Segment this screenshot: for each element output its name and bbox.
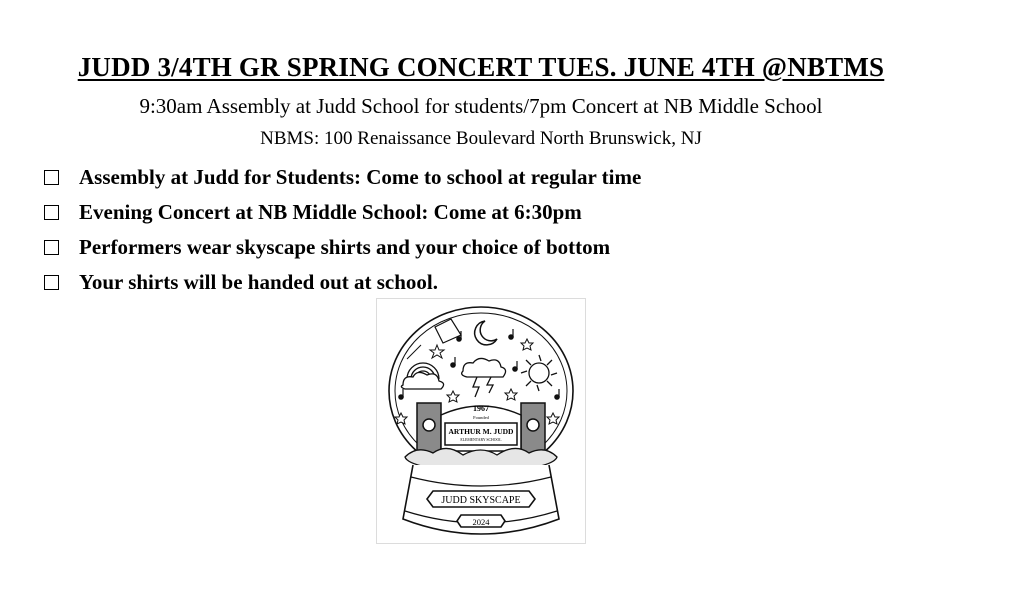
sign-name: ARTHUR M. JUDD: [448, 427, 514, 436]
moon-icon: [475, 321, 497, 345]
sign-founded: Founded: [473, 415, 489, 420]
checklist-label: Your shirts will be handed out at school.: [79, 270, 439, 294]
sign-subtitle: ELEMENTARY SCHOOL: [460, 438, 502, 442]
checkbox[interactable]: [44, 275, 59, 290]
checklist-item: [44, 160, 641, 195]
checklist-item: [44, 195, 641, 230]
checkbox[interactable]: [44, 205, 59, 220]
checklist-label: Evening Concert at NB Middle School: Come at 6:30pm: [79, 200, 582, 224]
base-year: 2024: [472, 517, 490, 527]
page-title: JUDD 3/4TH GR SPRING CONCERT TUES. JUNE 4TH @NBTMS: [77, 52, 885, 82]
checklist-item: [44, 265, 641, 300]
checklist-item: [44, 230, 641, 265]
checklist-label: Performers wear skyscape shirts and your choice of bottom: [79, 235, 611, 259]
checklist: [44, 160, 641, 300]
snow-globe-artwork: [376, 298, 586, 544]
checklist-label: Assembly at Judd for Students: Come to school at regular time: [79, 165, 642, 189]
checkbox[interactable]: [44, 240, 59, 255]
sign-year: 1967: [473, 404, 489, 413]
snow-globe-drawing: [377, 299, 585, 543]
checkbox[interactable]: [44, 170, 59, 185]
base-title: JUDD SKYSCAPE: [441, 495, 521, 506]
sun-icon: [521, 355, 557, 391]
rainbow-icon: [401, 363, 443, 389]
storm-cloud-icon: [462, 358, 506, 397]
address-line: NBMS: 100 Renaissance Boulevard North Brunswick, NJ: [260, 128, 702, 149]
schedule-line: 9:30am Assembly at Judd School for students/7pm Concert at NB Middle School: [139, 94, 823, 118]
